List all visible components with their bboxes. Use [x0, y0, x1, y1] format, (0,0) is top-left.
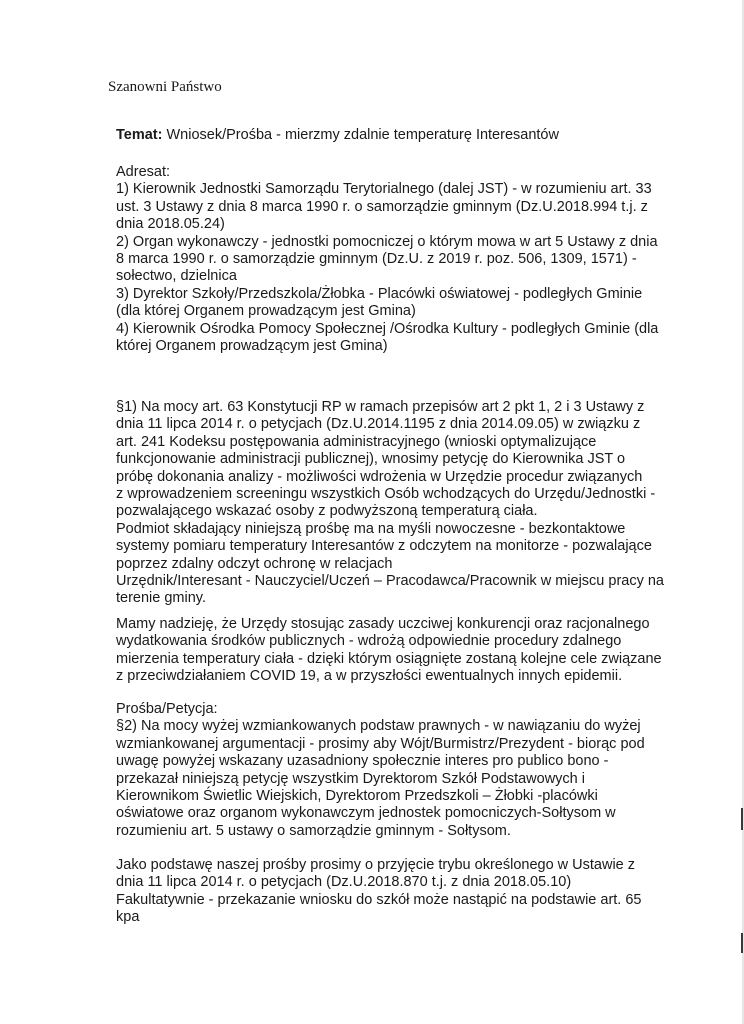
text-line: wydatkowania środków publicznych - wdrożą odpowiednie procedury zdalnego [116, 633, 622, 650]
text-line: wzmiankowanej argumentacji - prosimy aby Wójt/Burmistrz/Prezydent - biorąc pod [116, 735, 645, 752]
text-line: 8 marca 1990 r. o samorządzie gminnym (Dz.U. z 2019 r. poz. 506, 1309, 1571) - [116, 251, 637, 268]
text-line: funkcjonowanie administracji publicznej), wnosimy petycję do Kierownika JST o [116, 451, 626, 468]
text-line: art. 241 Kodeksu postępowania administracyjnego (wnioski optymalizujące [116, 433, 597, 450]
text-line: ust. 3 Ustawy z dnia 8 marca 1990 r. o samorządzie gminnym (Dz.U.2018.994 t.j. z [116, 198, 648, 215]
text-line: dnia 11 lipca 2014 r. o petycjach (Dz.U.2018.870 t.j. z dnia 2018.05.10) [116, 874, 572, 891]
text-line: §1) Na mocy art. 63 Konstytucji RP w ramach przepisów art 2 pkt 1, 2 i 3 Ustawy z [116, 399, 645, 415]
text-line: Mamy nadzieję, że Urzędy stosując zasady uczciwej konkurencji oraz racjonalnego [116, 616, 650, 632]
addressee-heading: Adresat: [116, 164, 170, 180]
text-line: kpa [116, 909, 140, 926]
text-line: dnia 2018.05.24) [116, 216, 225, 233]
basis-paragraph [116, 857, 716, 927]
subject-text: Wniosek/Prośba - mierzmy zdalnie temperaturę Interesantów [162, 127, 559, 143]
text-line: Podmiot składający niniejszą prośbę ma na myśli nowoczesne - bezkontaktowe [116, 520, 626, 537]
text-line: pozwalającego wskazać osoby z podwyższoną temperaturą ciała. [116, 503, 538, 520]
text-line: Kierownikom Świetlic Wiejskich, Dyrektorom Przedszkoli – Żłobki -placówki [116, 788, 598, 805]
text-line: której Organem prowadzącym jest Gmina) [116, 338, 388, 355]
text-line: poprzez zdalny odczyt ochronę w relacjach [116, 555, 393, 572]
text-line: Fakultatywnie - przekazanie wniosku do szkół może nastąpić na podstawie art. 65 [116, 891, 642, 908]
text-line: rozumieniu art. 5 ustawy o samorządzie gminnym - Sołtysom. [116, 822, 511, 839]
petition-heading: Prośba/Petycja: [116, 701, 218, 717]
text-line: (dla której Organem prowadzącym jest Gmina) [116, 303, 416, 320]
salutation: Szanowni Państwo [108, 79, 222, 95]
scan-artifact-mark [741, 808, 743, 830]
text-line: terenie gminy. [116, 590, 206, 607]
text-line: mierzenia temperatury ciała - dzięki którym osiągnięte zostaną kolejne cele związane [116, 650, 662, 667]
text-line: Jako podstawę naszej prośby prosimy o przyjęcie trybu określonego w Ustawie z [116, 857, 636, 873]
text-line: 3) Dyrektor Szkoły/Przedszkola/Żłobka - Placówki oświatowej - podległych Gminie [116, 285, 643, 302]
petition-paragraph [116, 701, 716, 840]
section-1-paragraph [116, 399, 716, 608]
text-line: sołectwo, dzielnica [116, 268, 237, 285]
subject-line [116, 127, 716, 144]
text-line: przekazał niniejszą petycję wszystkim Dyrektorom Szkół Podstawowych i [116, 770, 585, 787]
subject-label: Temat: [116, 127, 163, 143]
text-line: oświatowe oraz organom wykonawczym jednostek pomocniczych-Sołtysom w [116, 805, 616, 822]
text-line: dnia 11 lipca 2014 r. o petycjach (Dz.U.2014.1195 z dnia 2014.09.05) w związku z [116, 416, 641, 433]
text-line: systemy pomiaru temperatury Interesantów z odczytem na monitorze - pozwalające [116, 538, 652, 555]
text-line: Urzędnik/Interesant - Nauczyciel/Uczeń – Pracodawca/Pracownik w miejscu pracy na [116, 573, 664, 590]
addressee-block [116, 164, 716, 355]
text-line: §2) Na mocy wyżej wzmiankowanych podstaw prawnych - w nawiązaniu do wyżej [116, 718, 641, 735]
text-line: 2) Organ wykonawczy - jednostki pomocniczej o którym mowa w art 5 Ustawy z dnia [116, 233, 658, 250]
text-line: z przeciwdziałaniem COVID 19, a w przyszłości ewentualnych innych epidemii. [116, 668, 623, 685]
hope-paragraph [116, 616, 716, 686]
text-line: 4) Kierownik Ośrodka Pomocy Społecznej /Ośrodka Kultury - podległych Gminie (dla [116, 320, 659, 337]
text-line: z wprowadzeniem screeningu wszystkich Osób wchodzących do Urzędu/Jednostki - [116, 486, 656, 503]
scan-artifact-mark [741, 933, 743, 953]
text-line: uwagę powyżej wskazany uzasadniony społecznie interes pro publico bono - [116, 753, 609, 770]
text-line: 1) Kierownik Jednostki Samorządu Terytorialnego (dalej JST) - w rozumieniu art. 33 [116, 181, 652, 198]
text-line: próbę dokonania analizy - możliwości wdrożenia w Urzędzie procedur związanych [116, 468, 643, 485]
